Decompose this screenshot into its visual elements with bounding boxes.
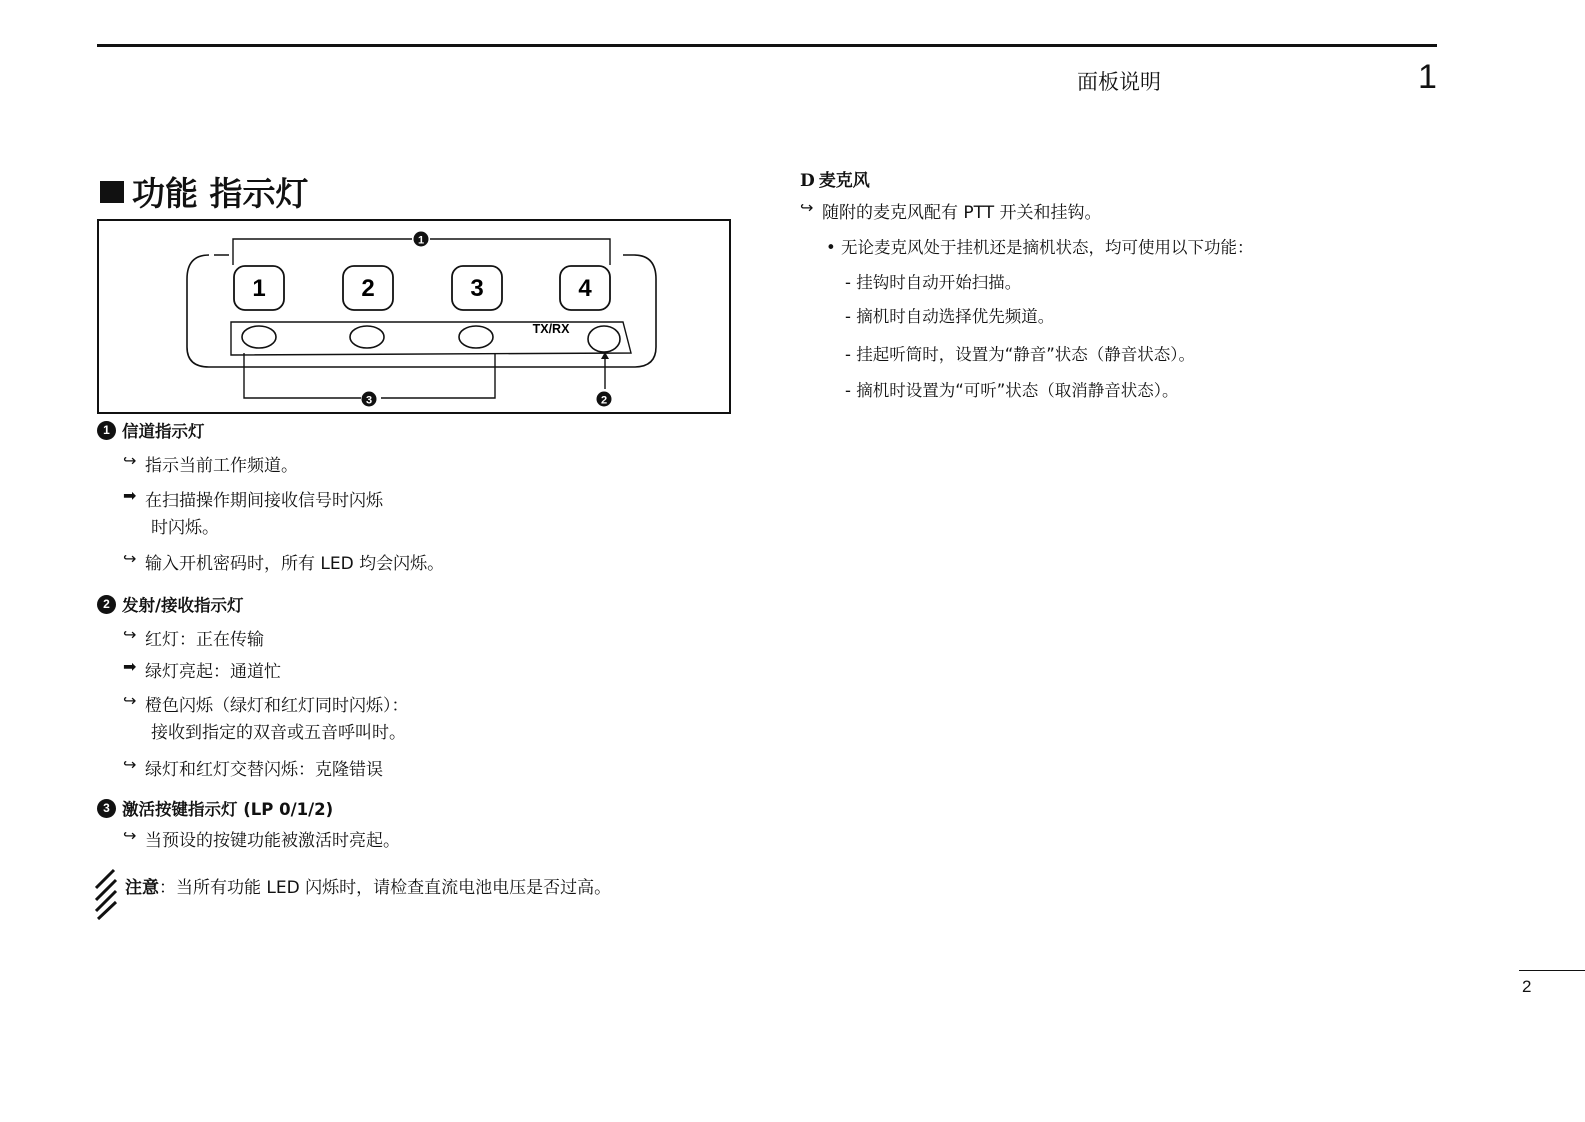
item-3-heading: [97, 796, 333, 820]
microphone-intro-text: 随附的麦克风配有 PTT 开关和挂钩。: [822, 203, 1102, 223]
hook-arrow-icon: ↪: [123, 755, 137, 774]
button-2-label: 2: [361, 275, 375, 302]
section-title-text: 功能 指示灯: [132, 174, 309, 213]
microphone-sub-3: - 挂起听筒时，设置为“静音”状态（静音状态）。: [845, 345, 1196, 364]
note-text-wrap: [125, 868, 611, 898]
txrx-label: TX/RX: [532, 322, 570, 336]
item-1-line-3: [123, 549, 444, 574]
item-3-number: 3: [97, 799, 116, 818]
item-1-line-2: [123, 486, 383, 511]
page-number-rule: [1519, 970, 1585, 971]
item-1-line-3-text: 输入开机密码时，所有 LED 均会闪烁。: [145, 554, 445, 574]
square-bullet-icon: [100, 181, 124, 203]
microphone-sub-2: - 摘机时自动选择优先频道。: [845, 307, 1055, 326]
item-3-line-1-text: 当预设的按键功能被激活时亮起。: [145, 831, 400, 851]
note: [95, 868, 611, 920]
note-text: ：当所有功能 LED 闪烁时，请检查直流电池电压是否过高。: [159, 878, 612, 898]
item-2-line-4: [123, 755, 383, 780]
item-1-line-2-cont: 时闪烁。: [151, 518, 219, 538]
button-4-label: 4: [578, 275, 592, 302]
microphone-heading: [800, 166, 870, 191]
item-1-number: 1: [97, 421, 116, 440]
led-txrx: [588, 326, 620, 352]
hook-arrow-icon: ↪: [123, 691, 137, 710]
item-3-title: 激活按键指示灯 (LP 0/1/2): [122, 800, 334, 819]
microphone-intro: [800, 198, 1102, 223]
hook-arrow-icon: ↪: [123, 625, 137, 644]
bold-arrow-icon: ➡: [123, 657, 137, 676]
button-1-label: 1: [252, 275, 266, 302]
callout-2-text: 2: [600, 394, 608, 407]
header-title: 面板说明: [1077, 70, 1161, 94]
microphone-sub-1: - 挂钩时自动开始扫描。: [845, 273, 1022, 292]
item-2-line-1: [123, 625, 264, 650]
callout-3-text: 3: [365, 394, 373, 407]
indicator-diagram-svg: [99, 221, 733, 416]
item-1-line-2-text: 在扫描操作期间接收信号时闪烁: [145, 491, 383, 511]
microphone-bullet: • 无论麦克风处于挂机还是摘机状态，均可使用以下功能：: [826, 238, 1254, 257]
led-strip: [231, 322, 631, 355]
hook-arrow-icon: ↪: [800, 198, 814, 217]
item-2-number: 2: [97, 595, 116, 614]
hook-arrow-icon: ↪: [123, 451, 137, 470]
section-title: [100, 168, 309, 215]
item-2-line-4-text: 绿灯和红灯交替闪烁：克隆错误: [145, 760, 383, 780]
top-rule: [97, 44, 1437, 47]
item-2-title: 发射/接收指示灯: [122, 596, 244, 615]
item-2-line-1-text: 红灯：正在传输: [145, 630, 264, 650]
microphone-sub-4: - 摘机时设置为“可听”状态（取消静音状态）。: [845, 381, 1179, 400]
led-lp0: [242, 326, 276, 348]
item-2-line-2: [123, 657, 281, 682]
indicator-diagram: [97, 219, 731, 414]
item-2-line-3: [123, 691, 409, 716]
led-lp1: [350, 326, 384, 348]
item-2-line-3-text: 橙色闪烁（绿灯和红灯同时闪烁）：: [145, 696, 409, 716]
item-1-heading: [97, 418, 205, 442]
button-3-label: 3: [470, 275, 484, 302]
item-2-heading: [97, 592, 244, 616]
item-3-line-1: [123, 826, 400, 851]
item-1-title: 信道指示灯: [122, 422, 205, 441]
chapter-number: 1: [1418, 58, 1437, 96]
callout-1-text: 1: [417, 234, 425, 247]
note-hatch-icon: [95, 868, 119, 920]
item-2-line-2-text: 绿灯亮起：通道忙: [145, 662, 281, 682]
item-2-line-3-cont: 接收到指定的双音或五音呼叫时。: [151, 723, 406, 743]
item-1-line-1: [123, 451, 298, 476]
hook-arrow-icon: ↪: [123, 826, 137, 845]
heading-letter: D: [800, 171, 815, 191]
led-lp2: [459, 326, 493, 348]
note-label: 注意: [125, 878, 159, 898]
hook-arrow-icon: ↪: [123, 549, 137, 568]
item-1-line-1-text: 指示当前工作频道。: [145, 456, 298, 476]
bold-arrow-icon: ➡: [123, 486, 137, 505]
heading-text: 麦克风: [818, 171, 870, 191]
bracket-3: [244, 353, 495, 398]
page-number: 2: [1522, 977, 1532, 996]
